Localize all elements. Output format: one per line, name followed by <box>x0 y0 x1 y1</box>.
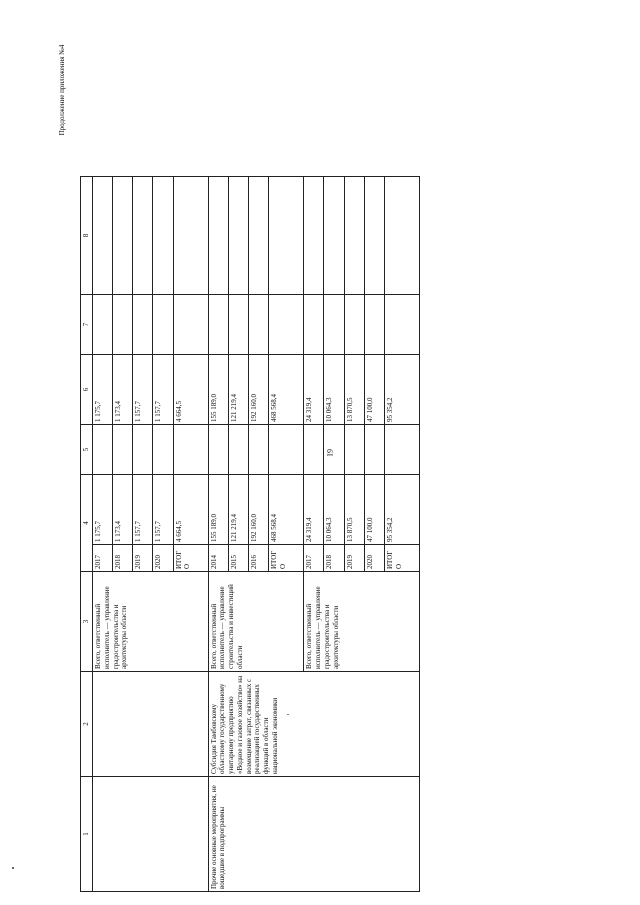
cell-c7 <box>228 295 248 355</box>
col-header-7: 7 <box>81 295 93 355</box>
cell-year: ИТОГО <box>173 545 208 572</box>
cell-c8 <box>304 177 324 295</box>
cell-c8 <box>248 177 268 295</box>
cell-c8 <box>208 177 228 295</box>
cell-c5 <box>304 425 324 475</box>
col-header-5: 5 <box>81 425 93 475</box>
cell-total: 4 664,5 <box>173 475 208 545</box>
cell-c8 <box>173 177 208 295</box>
cell-c5 <box>228 425 248 475</box>
cell-executor: Всего, ответственный исполнитель — управление строительства и инвестиций области <box>208 572 304 672</box>
cell-year: 2017 <box>304 545 324 572</box>
cell-c7 <box>364 295 384 355</box>
cell-c8 <box>228 177 248 295</box>
cell-c5 <box>153 425 173 475</box>
cell-c6: 10 064,3 <box>324 355 344 425</box>
cell-c7 <box>133 295 153 355</box>
cell-total: 155 189,0 <box>208 475 228 545</box>
cell-measure: Прочие основные мероприятия, не вошедшие в подпрограммы <box>208 777 419 892</box>
cell-total: 1 175,7 <box>93 475 113 545</box>
budget-table <box>80 176 420 892</box>
cell-c1 <box>93 777 209 892</box>
cell-c5 <box>344 425 364 475</box>
cell-total: 13 870,5 <box>344 475 364 545</box>
col-header-3: 3 <box>81 572 93 672</box>
cell-year: 2017 <box>93 545 113 572</box>
column-number-row <box>81 177 93 892</box>
cell-total: 1 157,7 <box>153 475 173 545</box>
cell-total: 47 100,0 <box>364 475 384 545</box>
cell-c7 <box>153 295 173 355</box>
cell-c6: 1 157,7 <box>153 355 173 425</box>
cell-total: 24 319,4 <box>304 475 324 545</box>
col-header-1: 1 <box>81 777 93 892</box>
cell-total: 468 568,4 <box>269 475 304 545</box>
cell-year: 2016 <box>248 545 268 572</box>
col-header-4: 4 <box>81 475 93 572</box>
rotated-table-container <box>80 177 420 892</box>
cell-c5 <box>324 425 344 475</box>
col-header-8: 8 <box>81 177 93 295</box>
scan-artifact <box>12 867 14 869</box>
cell-year: 2014 <box>208 545 228 572</box>
scan-smudge <box>287 714 289 715</box>
cell-total: 95 354,2 <box>384 475 419 545</box>
cell-c5 <box>133 425 153 475</box>
cell-c6: 13 870,5 <box>344 355 364 425</box>
cell-c8 <box>269 177 304 295</box>
cell-total: 1 157,7 <box>133 475 153 545</box>
cell-c7 <box>384 295 419 355</box>
cell-executor: Всего, ответственный исполнитель — управление градостроительства и архитектуры области <box>304 572 420 672</box>
cell-year: 2018 <box>324 545 344 572</box>
cell-c6: 4 664,5 <box>173 355 208 425</box>
cell-c5 <box>364 425 384 475</box>
cell-c5 <box>248 425 268 475</box>
cell-c8 <box>153 177 173 295</box>
cell-c7 <box>344 295 364 355</box>
cell-c6: 1 157,7 <box>133 355 153 425</box>
col-header-6: 6 <box>81 355 93 425</box>
cell-c8 <box>324 177 344 295</box>
cell-c6: 47 100,0 <box>364 355 384 425</box>
cell-c7 <box>304 295 324 355</box>
cell-subsidy: Субсидия Тамбовскому областному государственному унитарному предприятию «Водное и газовое хозяйство» на возмещение затрат, связанных с реализацией государственных функций в области национальной экономики <box>208 672 419 777</box>
cell-c7 <box>93 295 113 355</box>
col-header-2: 2 <box>81 672 93 777</box>
cell-total: 192 160,0 <box>248 475 268 545</box>
cell-c5 <box>384 425 419 475</box>
cell-c8 <box>384 177 419 295</box>
cell-year: 2015 <box>228 545 248 572</box>
cell-c5 <box>208 425 228 475</box>
cell-c7 <box>324 295 344 355</box>
cell-year: ИТОГО <box>384 545 419 572</box>
cell-c5 <box>269 425 304 475</box>
cell-c8 <box>344 177 364 295</box>
cell-c7 <box>173 295 208 355</box>
cell-c7 <box>248 295 268 355</box>
appendix-caption: Продолжение приложения №4 <box>58 44 66 136</box>
cell-year: 2020 <box>364 545 384 572</box>
cell-year: 2019 <box>133 545 153 572</box>
cell-total: 1 173,4 <box>113 475 133 545</box>
cell-c6: 468 568,4 <box>269 355 304 425</box>
cell-c5 <box>93 425 113 475</box>
cell-c5 <box>173 425 208 475</box>
cell-c5 <box>113 425 133 475</box>
cell-total: 10 064,3 <box>324 475 344 545</box>
cell-c6: 1 175,7 <box>93 355 113 425</box>
cell-c7 <box>208 295 228 355</box>
cell-c6: 121 219,4 <box>228 355 248 425</box>
cell-c7 <box>113 295 133 355</box>
table-row <box>93 177 113 892</box>
cell-c6: 1 173,4 <box>113 355 133 425</box>
cell-c6: 155 189,0 <box>208 355 228 425</box>
cell-total: 121 219,4 <box>228 475 248 545</box>
cell-year: ИТОГО <box>269 545 304 572</box>
cell-c6: 95 354,2 <box>384 355 419 425</box>
cell-c8 <box>133 177 153 295</box>
cell-executor: Всего, ответственный исполнитель — управление градостроительства и архитектуры области <box>93 572 209 672</box>
table-row <box>208 177 228 892</box>
cell-c2 <box>93 672 209 777</box>
page-number: 19 <box>325 449 335 457</box>
cell-year: 2020 <box>153 545 173 572</box>
cell-c8 <box>93 177 113 295</box>
cell-c6: 24 319,4 <box>304 355 324 425</box>
cell-c7 <box>269 295 304 355</box>
cell-year: 2018 <box>113 545 133 572</box>
cell-c8 <box>113 177 133 295</box>
cell-year: 2019 <box>344 545 364 572</box>
cell-c8 <box>364 177 384 295</box>
cell-c6: 192 160,0 <box>248 355 268 425</box>
